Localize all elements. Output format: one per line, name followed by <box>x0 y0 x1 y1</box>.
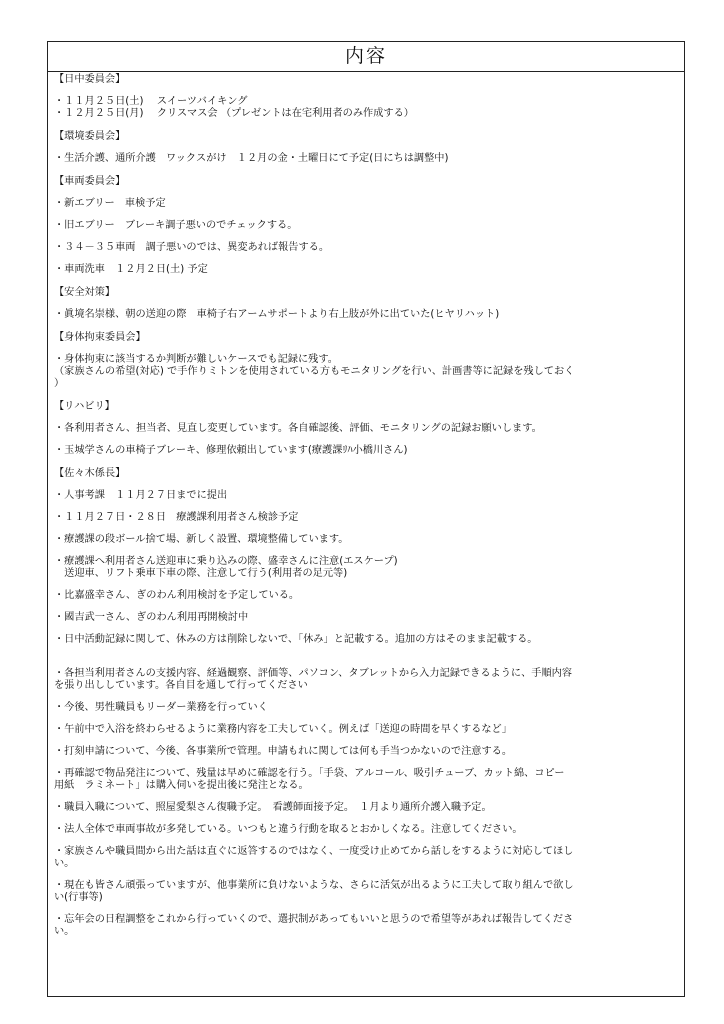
list-item: ・各利用者さん、担当者、見直し変更しています。各自確認後、評価、モニタリングの記録お願いします。 <box>54 423 542 434</box>
list-item: ・療護課の段ボール捨て場、新しく設置、環境整備しています。 <box>54 534 349 545</box>
list-item: ・國吉武一さん、ぎのわん利用再開検討中 <box>54 612 249 623</box>
section-heading: 【日中委員会】 <box>54 74 126 85</box>
list-item: ・身体拘束に該当するか判断が難しいケースでも記録に残す。 （家族さんの希望(対応) で手作りミトンを使用されている方もモニタリングを行い、計画書等に記録を残しておく ） <box>54 354 575 389</box>
minutes-frame <box>47 41 685 997</box>
list-item: ・療護課へ利用者さん送迎車に乗り込みの際、盛幸さんに注意(エスケープ) 送迎車、リフト乗車下車の際、注意して行う(利用者の足元等) <box>54 556 398 579</box>
list-item: ・今後、男性職員もリーダー業務を行っていく <box>54 702 268 713</box>
section-heading: 【佐々木係長】 <box>54 468 126 479</box>
page-title: 内容 <box>48 42 684 72</box>
section-heading: 【車両委員会】 <box>54 176 126 187</box>
list-item: ・法人全体で車両事故が多発している。いつもと違う行動を取るとおかしくなる。注意してください。 <box>54 824 523 835</box>
list-item: ・家族さんや職員間から出た話は直ぐに返答するのではなく、一度受け止めてから話しをするように対応してほし い。 <box>54 846 574 869</box>
minutes-content <box>48 72 684 949</box>
list-item: ・職員入職について、照屋愛梨さん復職予定。 看護師面接予定。 １月より通所介護入職予定。 <box>54 802 492 813</box>
list-item: ・再確認で物品発注について、残量は早めに確認を行う。「手袋、アルコール、吸引チューブ、カット綿、コピー 用紙 ラミネート」は購入伺いを提出後に発注となる。 <box>54 768 565 791</box>
list-item: ・旧エブリー ブレーキ調子悪いのでチェックする。 <box>54 220 298 231</box>
list-item: ・各担当利用者さんの支援内容、経過観察、評価等、パソコン、タブレットから入力記録できるように、手順内容 を張り出ししています。各自目を通して行ってください <box>54 668 573 691</box>
list-item: ・玉城学さんの車椅子ブレーキ、修理依頼出しています(療護課ﾘﾊ小橋川さん) <box>54 445 408 456</box>
section-heading: 【身体拘束委員会】 <box>54 332 146 343</box>
list-item: ・１１月２７日・２８日 療護課利用者さん検診予定 <box>54 512 299 523</box>
list-item: ・１１月２５日(土) スイーツバイキング ・１２月２５日(月) クリスマス会 （プレゼントは在宅利用者のみ作成する） <box>54 96 414 119</box>
list-item: ・比嘉盛幸さん、ぎのわん利用検討を予定している。 <box>54 590 300 601</box>
section-heading: 【環境委員会】 <box>54 131 126 142</box>
list-item: ・日中活動記録に関して、休みの方は削除しないで、「休み」と記載する。追加の方はそのまま記載する。 <box>54 634 538 645</box>
list-item: ・午前中で入浴を終わらせるように業務内容を工夫していく。例えば「送迎の時間を早くするなど」 <box>54 724 512 735</box>
list-item: ・人事考課 １１月２７日までに提出 <box>54 490 228 501</box>
list-item: ・車両洗車 １２月２日(土) 予定 <box>54 264 208 275</box>
list-item: ・３４－３５車両 調子悪いのでは、異変あれば報告する。 <box>54 242 330 253</box>
list-item: ・現在も皆さん頑張っていますが、他事業所に負けないような、さらに活気が出るように工夫して取り組んで欲し い(行事等) <box>54 880 574 903</box>
list-item: ・眞境名崇様、朝の送迎の際 車椅子右アームサポートより右上肢が外に出ていた(ヒヤリハット) <box>54 309 500 320</box>
list-item: ・生活介護、通所介護 ワックスがけ １２月の金・土曜日にて予定(日にちは調整中) <box>54 153 449 164</box>
list-item: ・打刻申請について、今後、各事業所で管理。申請もれに関しては何も手当つかないので注意する。 <box>54 746 513 757</box>
section-heading: 【安全対策】 <box>54 287 116 298</box>
list-item: ・忘年会の日程調整をこれから行っていくので、選択制があってもいいと思うので希望等があれば報告してくださ い。 <box>54 914 574 937</box>
section-heading: 【リハビリ】 <box>54 401 115 412</box>
list-item: ・新エブリー 車検予定 <box>54 198 166 209</box>
